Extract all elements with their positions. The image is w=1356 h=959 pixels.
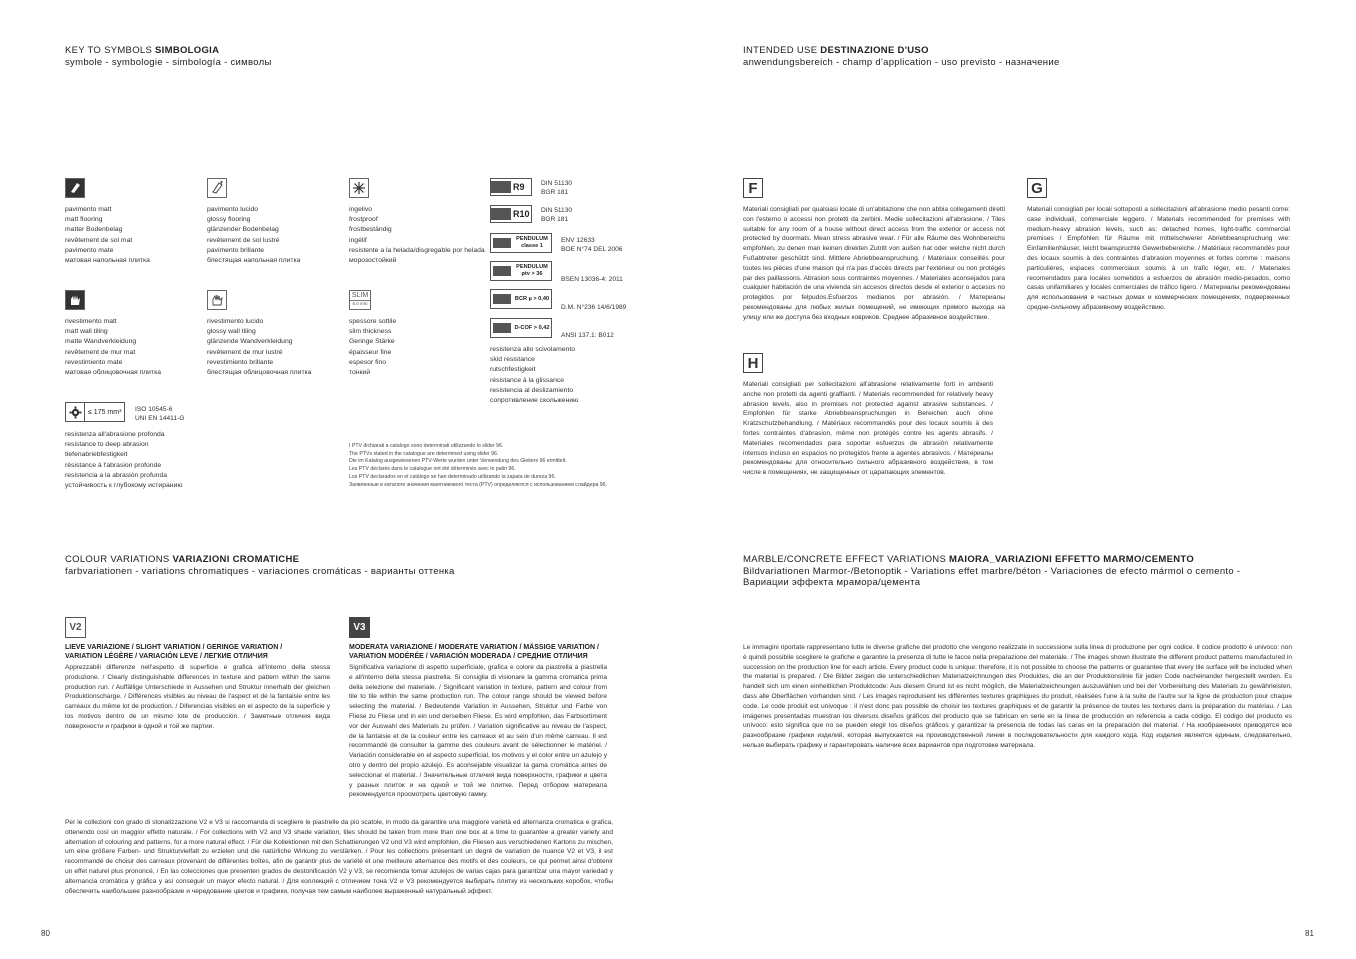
v2-text: Apprezzabili differenze nell'aspetto di superficie e grafica all'interno della stessa produzione. / Clearly distinguishable differences in texture and pattern within the same production run. / Auffällige Unterschiede in Aussehen und Struktur innerhalb der gleichen Produktionscharge. / Différences visibles au niveau de l'aspect et de la fantaisie entre les carreaux du même lot de production. / Diferencias visibles en el aspecto de la superficie y los motivos dentro de un mismo lote de producción. / Заметные отличия вида поверхности и графики в одной и той же партии.	[65, 664, 330, 730]
key-symbols-header	[65, 45, 272, 68]
colour-variations-title: COLOUR VARIATIONS VARIAZIONI CROMATICHE	[65, 554, 300, 565]
slim-text: spessore sottile slim thickness Geringe Stärke épaisseur fine espesor fino тонкий	[349, 318, 397, 377]
class-f-text: Materiali consigliati per qualsiasi locale di un'abitazione che non abbia collegamenti diretti con l'esterno o accessi non protetti da zerbini. Medie sollecitazioni all'abrasione. / Tiles suitable for any room of a house without direct access from the exterior or access not protected by doormats. Mean stress abrasive wear. / Für alle Räume des Wohnbereichs empfohlen, zu denen man keinen direkten Zutritt von außen hat oder welche nicht durch Fußabtreter geschützt sind. Mittlere Abriebbeanspruchung. / Matériaux conseillés pour toutes les pièces d'une maison qui n'a pas d'accès directs par l'extérieur ou non protégés par des paillassons. Abrasion sous contraintes moyennes. / Materiales aconsejados para cualquier habitación de una vivienda sin accesos directos desde el exterior o accesos no protegidos por felpudos.Esfuerzos medianos por abrasión. / Материалы рекомендованы для любых жилых помещений, не имеющих прямого выхода на улицу или же доступа без входных ковриков. Среднее абразивное воздействие.	[743, 206, 1005, 321]
slip-badge-pendulum-1: PENDULUM classe 1	[490, 233, 552, 253]
floor-glossy-text: pavimento lucido glossy flooring glänzender Bodenbelag revêtement de sol lustré pavimento brillante блестящая напольная плитка	[207, 206, 301, 265]
slip-std-r9: DIN 51130 BGR 181	[541, 180, 573, 196]
slip-badge-r10: R10	[490, 205, 532, 223]
v2-icon: V2	[65, 617, 86, 638]
marble-header	[743, 554, 1240, 588]
floor-glossy-icon	[207, 178, 227, 198]
colour-footer-text: Per le collezioni con grado di stonalizzazione V2 e V3 si raccomanda di scegliere le piastrelle da più scatole, in modo da garantire una maggiore varietà ed alternanza cromatica e grafica, ottenendo così un maggior effetto naturale. / For collections with V2 and V3 shade variation, tiles should be taken from more than one box at a time to guarantee a greater variety and alternation of colouring and patterns, for a more natural effect. / Für die Kollektionen mit den Schattierungen V2 und V3 wird empfohlen, die Fliesen aus verschiedenen Kartons zu mischen, um eine größere Farben- und Strukturvielfalt zu erzielen und die natürliche Wirkung zu verstärken. / Pour les collections présentant un degré de variation de nuance V2 et V3, il est recommandé de choisir des carreaux provenant de différentes boîtes, afin de garantir plus de variété et une meilleure alternance des motifs et des couleurs, ce qui permet ainsi d'obtenir un effet naturel plus prononcé. / En las colecciones que presenten grados de destonificación V2 y V3, se recomienda tomar azulejos de varias cajas para garantizar una mayor variedad y alternancia cromática y gráfica y así conseguir un mayor efecto natural. / Для коллекций с отличием тона V2 и V3 рекомендуется выбирать плитку из нескольких коробок, чтобы обеспечить наибольшее разнообразие и чередование цветов и графики, получая тем самым наиболее выраженный натуральный эффект.	[65, 819, 613, 895]
intended-use-header	[743, 45, 1060, 68]
key-symbols-subtitle: symbole - symbologie - simbología - символы	[65, 57, 272, 68]
floor-matt-text: pavimento matt matt flooring matter Bodenbelag revêtement de sol mat pavimento mate матовая напольная плитка	[65, 206, 150, 265]
key-symbols-title: KEY TO SYMBOLS SIMBOLOGIA	[65, 45, 220, 56]
wall-matt-text: rivestimento matt matt wall tiling matte Wandverkleidung revêtement de mur mat revestimiento mate матовая облицовочная плитка	[65, 318, 161, 377]
slip-badge-r9: R9	[490, 178, 532, 196]
frost-icon	[349, 178, 369, 198]
page-number-right: 81	[1305, 929, 1314, 938]
slip-text: resistenza allo scivolamento skid resistance rutschfestigkeit résistance à la glissance resistencia al deslizamiento сопротивление скольжению	[490, 346, 579, 405]
slip-std-pendulum-1: ENV 12633 BOE N°74 DEL 2006	[561, 237, 623, 253]
v3-heading: MODERATA VARIAZIONE / MODERATE VARIATION / MÄSSIGE VARIATION / VARIATION MODÉRÉE / VARIACIÓN MODERADA / СРЕДНИЕ ОТЛИЧИЯ	[349, 644, 599, 660]
class-h-text: Materiali consigliati per sollecitazioni all'abrasione relativamente forti in ambienti anche non protetti da agenti graffianti. / Materials recommended for relatively heavy abrasion levels, also in premises not protected against abrasive substances. / Empfohlen für starke Abriebbeanspruchungen in Bereichen auch ohne Kratzschutzbehandlung. / Matériaux recommandés pour des locaux soumis à des fortes contraintes d'abrasion, même non protégés contre les agents abrasifs. / Materiales recomendados para soportar esfuerzos de abrasión relativamente intensos incluso en espacios no protegidos frente a agentes abrasivos. / Материалы рекомендованы для относительно сильного абразивного воздействия, в том числе в помещениях, не защищенных от царапающих элементов.	[743, 381, 993, 477]
slip-badge-bcr: BCR µ > 0,40	[490, 289, 552, 309]
slip-std-bcr: D.M. N°236 14/6/1989	[561, 304, 627, 311]
colour-variations-subtitle: farbvariationen - variations chromatiques - variaciones cromáticas - варианты оттенка	[65, 566, 455, 577]
intended-use-subtitle: anwendungsbereich - champ d'application - uso previsto - назначение	[743, 57, 1060, 68]
class-g-icon: G	[1027, 178, 1047, 198]
colour-variations-header	[65, 554, 455, 577]
slip-std-r10: DIN 51130 BGR 181	[541, 207, 573, 223]
slip-std-dcof: ANSI 137.1: B012	[561, 332, 614, 339]
page-number-left: 80	[41, 929, 50, 938]
wall-matt-icon	[65, 290, 85, 310]
marble-subtitle-2: Вариации эффекта мрамора/цемента	[743, 577, 921, 588]
marble-title: MARBLE/CONCRETE EFFECT VARIATIONS MAIORA_VARIAZIONI EFFETTO MARMO/CEMENTO	[743, 554, 1195, 565]
abrasion-standards: ISO 10545-6 UNI EN 14411-G	[135, 406, 185, 422]
v3-icon: V3	[349, 617, 370, 638]
wall-glossy-icon	[207, 290, 227, 310]
intended-use-title: INTENDED USE DESTINAZIONE D'USO	[743, 45, 929, 56]
v3-text: Significativa variazione di aspetto superficiale, grafica e colore da piastrella a piastrella e all'interno della stessa piastrella. Si consiglia di visionare la gamma cromatica prima della selezione del materiale. / Significant variation in texture, pattern and colour from tile to tile within the same production run. The colour range should be viewed before selecting the material. / Bedeutende Variation in Aussehen, Struktur und Farbe von Fliese zu Fliese und in ein und derselben Fliese. Es wird empfohlen, das Farbsortiment vor der Auswahl des Materials zu prüfen. / Variation significative au niveau de l'aspect, de la fantaisie et de la couleur entre les carreaux et au sein d'un même carreau. Il est recommandé de consulter la gamme des couleurs avant de sélectionner le matériel. / Variación considerable en el aspecto superficial, los motivos y el color entre un azulejo y otro y dentro del propio azulejo. Es aconsejable visualizar la gama cromática antes de seleccionar el material. / Значительные отличия вида поверхности, графики и цвета у разных плиток и на одной и той же плитке. Перед отбором материала рекомендуется просмотреть цветовую гамму.	[349, 664, 607, 799]
floor-matt-icon	[65, 178, 85, 198]
slim-icon: SLIM 6.0 mm	[349, 290, 371, 310]
frost-text: ingelivo frostproof frostbeständig ingélif resistente a la helada/disgregable por helada морозостойкий	[349, 206, 485, 265]
slip-badge-pendulum-2: PENDULUM ptv > 36	[490, 261, 552, 281]
v2-heading: LIEVE VARIAZIONE / SLIGHT VARIATION / GERINGE VARIATION / VARIATION LÉGÈRE / VARIACIÓN LEVE / ЛЕГКИЕ ОТЛИЧИЯ	[65, 644, 283, 660]
marble-subtitle-1: Bildvariationen Marmor-/Betonoptik - Variations effet marbre/béton - Variaciones de efecto mármol o cemento -	[743, 566, 1241, 577]
slip-std-pendulum-2: BSEN 13036-4: 2011	[561, 276, 623, 283]
gear-icon	[66, 403, 85, 421]
class-h-icon: H	[743, 353, 763, 373]
class-f-icon: F	[743, 178, 763, 198]
abrasion-text: resistenza all'abrasione profonda resistance to deep abrasion tiefenabriebfestigkeit résistance à l'abrasion profonde resistencia a la abrasión profunda устойчивость к глубокому истиранию	[65, 431, 183, 490]
abrasion-badge: ≤ 175 mm³	[65, 402, 125, 422]
wall-glossy-text: rivestimento lucido glossy wall tiling glänzende Wandverkleidung revêtement de mur lustré revestimiento brillante блестящая облицовочная плитка	[207, 318, 312, 377]
slip-badge-dcof: D-COF > 0,42	[490, 318, 552, 338]
marble-text: Le immagini riportate rappresentano tutte le diverse grafiche del prodotto che vengono realizzate in successione sulla linea di produzione per ogni codice. Il codice prodotto è univoco: non è quindi possibile scegliere le grafiche e garantire la presenza di tutte le facce nella preparazione del materiale. / The images shown illustrate the different product patterns manufactured in succession on the production line for each article. Every product code is unique: therefore, it is not possible to choose the patterns or guarantee that every tile surface will be included when the material is prepared. / Die Bilder zeigen die unterschiedlichen Materialzeichnungen des Produktes, die an der Produktionslinie für jeden Code nacheinander hergestellt werden. Es handelt sich um einen einheitlichen Produktcode: Aus diesem Grund ist es nicht möglich, die Materialzeichnungen auszuwählen und bei der Vorbereitung des Materials zu gewährleisten, dass alle Oberflächen vorhanden sind. / Les images reproduisent les différentes textures graphiques du produit, réalisées l'une à la suite de l'autre sur la ligne de production pour chaque code. Le code produit est univoque : il n'est donc pas possible de choisir les textures graphiques et de garantir la présence de toutes les textures dans la préparation du matériau. / Las imágenes presentadas muestran los diversos diseños gráficos del producto que se fabrican en serie en la línea de producción en referencia a cada código. El código del producto es unívoco: esto significa que no se pueden elegir los diseños gráficos y garantizar la presencia de todas las caras en la preparación del material. / На изображениях приводятся все разнообразие графики изделий, которая выпускается на производственной линии в последовательности для каждого кода. Код изделия является единым, следовательно, нельзя выбирать графику и гарантировать наличие всех вариантов при подготовке материала.	[743, 644, 1292, 749]
ptv-notes: I PTV dichiarati a catalogo sono determinati utilizzando lo slider 96. The PTVs stated in the catalogue are determined using slider 96. Die im Katalog ausgewiesenen PTV-Werte wurden unter Verwendung des Gleiters 96 ermittelt. Les PTV déclarés dans le catalogue ont été déterminés avec le patin 96. Los PTV declarados en el catálogo se han determinado utilizando la zapata de dureza 96. Заявленные в каталоге значения маятникового теста (PTV) определяются с использованием слайдера 96.	[349, 443, 608, 488]
class-g-text: Materiali consigliati per locali sottoposti a sollecitazioni all'abrasione medio pesanti come: case individuali, commerciale leggero. / Materials recommended for premises with medium-heavy abrasion levels, such as: detached homes, light-traffic commercial premises / Empfohlen für Räume mit mittelschwerer Abriebbeanspruchung wie: Einfamilienhäuser, leicht beanspruchte Gewerbebereiche. / Matériaux recommandés pour des locaux soumis à des contraintes d'abrasion moyennes et fortes comme : maisons particulières, espaces commerciaux soumis à un trafic léger, etc. / Materiales recomendados para locales sometidos a esfuerzos de abrasión medio-pesados, como casas unifamiliares y locales comerciales de tráfico ligero. / Материалы рекомендованы для использования в частных домах и коммерческих помещениях, подверженных средне-сильному абразивному воздействию.	[1027, 206, 1290, 311]
